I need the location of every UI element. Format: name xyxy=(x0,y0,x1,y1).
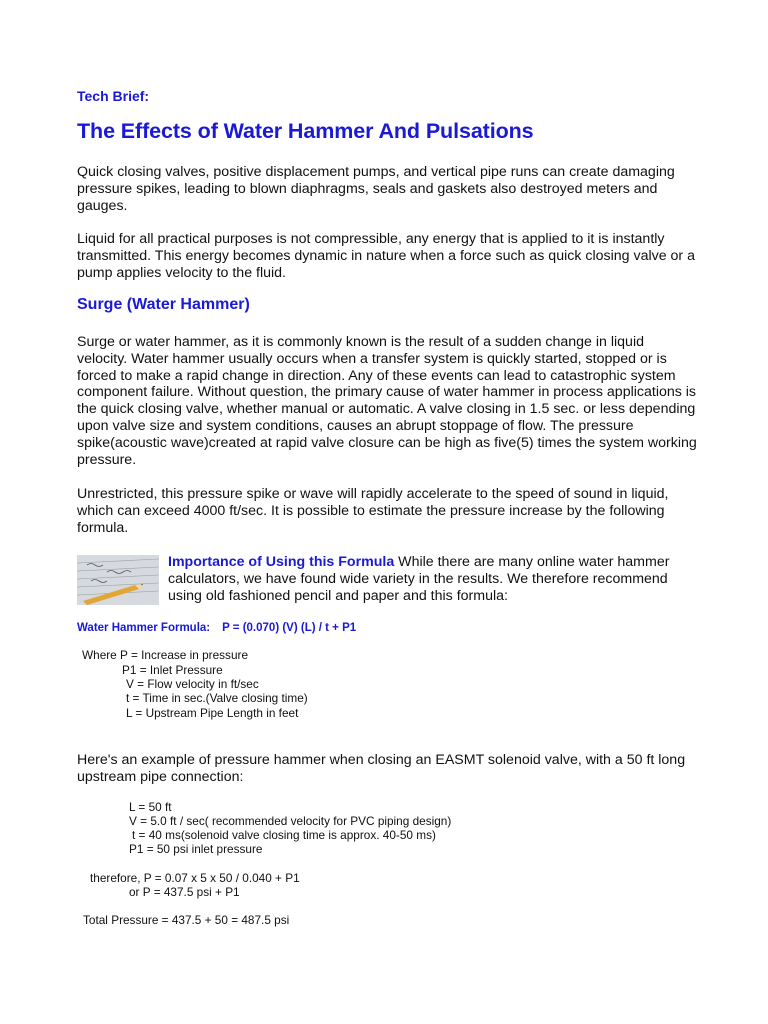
pencil-on-paper-icon xyxy=(77,555,159,605)
intro-paragraph-2: Liquid for all practical purposes is not compressible, any energy that is applied to it is instantly transmitted. This energy becomes dynamic in nature when a force such as quick closing valve or a pump applies velocity to the fluid. xyxy=(77,231,695,281)
surge-paragraph-1: Surge or water hammer, as it is commonly known is the result of a sudden change in liquid velocity. Water hammer usually occurs when a transfer system is quickly started, stopped or is forced to make a rapid change in direction. Any of these events can lead to catastrophic system component failure. Without question, the primary cause of water hammer in process applications is the quick closing valve, whether manual or automatic. A valve closing in 1.5 sec. or less depending upon valve size and system conditions, causes an abrupt stoppage of flow. The pressure spike(acoustic wave)created at rapid valve closure can be high as five(5) times the system working pressure. xyxy=(77,334,697,468)
therefore-line-1: therefore, P = 0.07 x 5 x 50 / 0.040 + P1 xyxy=(90,871,300,885)
where-line-4: t = Time in sec.(Valve closing time) xyxy=(126,691,308,705)
example-intro: Here's an example of pressure hammer when closing an EASMT solenoid valve, with a 50 ft long upstream pipe connection: xyxy=(77,752,686,785)
where-line-3: V = Flow velocity in ft/sec xyxy=(126,677,259,691)
tech-brief-label: Tech Brief: xyxy=(77,88,150,104)
surge-paragraph-2: Unrestricted, this pressure spike or wave will rapidly accelerate to the speed of sound in liquid, which can exceed 4000 ft/sec. It is possible to estimate the pressure increase by the following formula. xyxy=(77,486,669,536)
where-line-2: P1 = Inlet Pressure xyxy=(122,663,223,677)
total-pressure-line: Total Pressure = 437.5 + 50 = 487.5 psi xyxy=(83,913,290,927)
therefore-line-2: or P = 437.5 psi + P1 xyxy=(129,885,240,899)
importance-paragraph xyxy=(168,554,688,605)
where-line-5: L = Upstream Pipe Length in feet xyxy=(126,706,299,720)
formula-label: Water Hammer Formula: xyxy=(77,622,211,634)
example-line-3: t = 40 ms(solenoid valve closing time is approx. 40-50 ms) xyxy=(132,828,436,842)
intro-paragraph-1: Quick closing valves, positive displacement pumps, and vertical pipe runs can create damaging pressure spikes, leading to blown diaphragms, seals and gaskets also destroyed meters and gauges. xyxy=(77,164,675,214)
page-title: The Effects of Water Hammer And Pulsations xyxy=(77,119,534,143)
surge-heading: Surge (Water Hammer) xyxy=(77,296,250,313)
importance-lead: Importance of Using this Formula xyxy=(168,554,395,570)
formula-equation: P = (0.070) (V) (L) / t + P1 xyxy=(222,622,357,634)
formula-line xyxy=(77,622,356,634)
example-line-4: P1 = 50 psi inlet pressure xyxy=(129,842,263,856)
importance-text: While there are many online water hammer calculators, we have found wide variety in the results. We therefore recommend using old fashioned pencil and paper and this formula: xyxy=(168,554,670,604)
example-line-2: V = 5.0 ft / sec( recommended velocity for PVC piping design) xyxy=(129,814,452,828)
example-line-1: L = 50 ft xyxy=(129,800,172,814)
where-line-1: Where P = Increase in pressure xyxy=(82,648,249,662)
